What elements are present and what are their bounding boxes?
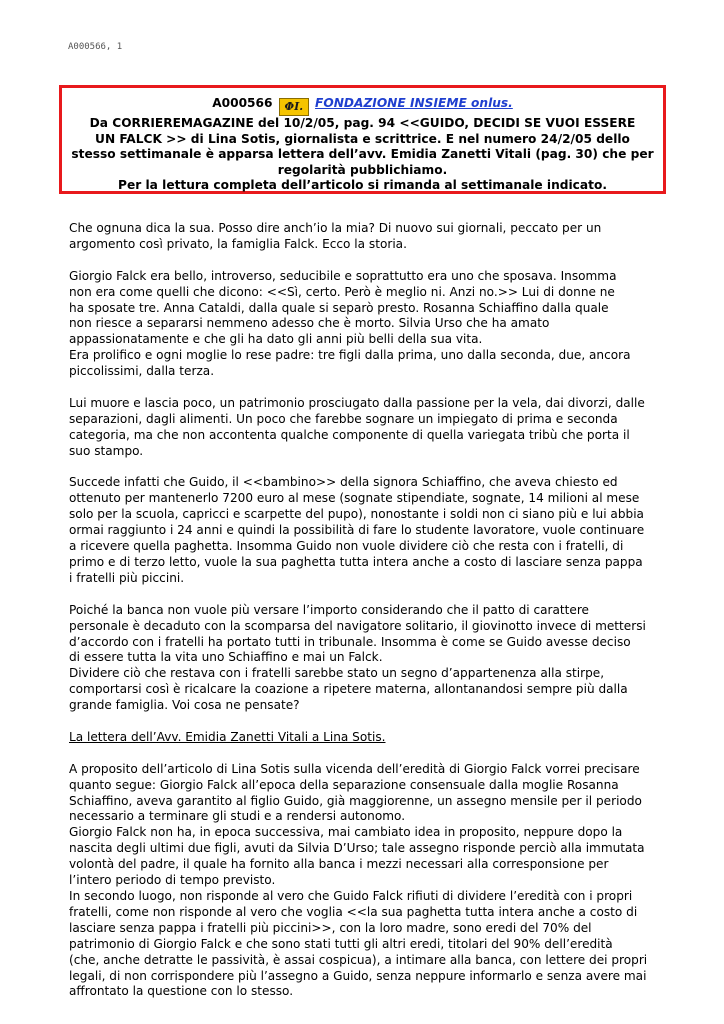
- paragraph: [69, 475, 659, 586]
- text-line: Giorgio Falck non ha, in epoca successiva, mai cambiato idea in proposito, neppure dopo la: [69, 825, 623, 840]
- text-line: separazioni, dagli alimenti. Un poco che farebbe sognare un impiegato di prima e seconda: [69, 411, 618, 426]
- text-line: Era prolifico e ogni moglie lo rese padre: tre figli dalla prima, uno dalla seconda, due, ancora: [69, 348, 631, 363]
- header-line-1: [62, 96, 663, 116]
- text-line: solo per la scuola, capricci e scarpette del pupo), nonostante i soldi non ci siano più e lui abbia: [69, 507, 644, 522]
- text-line: primo e di terzo letto, vuole la sua paghetta tutta intera anche a costo di lasciare senza pappa: [69, 554, 643, 569]
- article-body: [69, 221, 659, 1016]
- header-box: [59, 85, 666, 194]
- text-line: Che ognuna dica la sua. Posso dire anch’io la mia? Di nuovo sui giornali, peccato per un: [69, 221, 602, 235]
- text-line: Dividere ciò che restava con i fratelli sarebbe stato un segno d’appartenenza alla stirpe,: [69, 666, 605, 681]
- document-code: A000566: [212, 96, 273, 110]
- foundation-logo-icon: ΦI.: [279, 98, 309, 116]
- text-line: Schiaffino, aveva garantito al figlio Guido, già maggiorenne, un assegno mensile per il periodo: [69, 793, 642, 808]
- text-line: lasciare senza pappa i fratelli più piccini>>, con la loro madre, sono eredi del 70% del: [69, 920, 592, 935]
- text-line: piccolissimi, dalla terza.: [69, 364, 215, 379]
- paragraph: [69, 269, 659, 380]
- text-line: legali, di non corrispondere più l’assegno a Guido, senza neppure informarlo e senza avere mai: [69, 968, 647, 983]
- text-line: non riesce a separarsi nemmeno adesso che è morto. Silvia Urso che ha amato: [69, 316, 550, 331]
- text-line: d’accordo con i fratelli ha portato tutti in tribunale. Insomma è come se Guido avesse deciso: [69, 634, 631, 649]
- text-line: suo stampo.: [69, 443, 144, 458]
- text-line: affrontato la questione con lo stesso.: [69, 984, 294, 999]
- header-line-4: stesso settimanale è apparsa lettera dell’avv. Emidia Zanetti Vitali (pag. 30) che per: [71, 147, 654, 162]
- text-line: Succede infatti che Guido, il <<bambino>> della signora Schiaffino, che aveva chiesto ed: [69, 475, 618, 490]
- text-line: non era come quelli che dicono: <<Sì, certo. Però è meglio ni. Anzi no.>> Lui di donne ne: [69, 284, 615, 299]
- text-line: A proposito dell’articolo di Lina Sotis sulla vicenda dell’eredità di Giorgio Falck vorrei precisare: [69, 761, 640, 776]
- text-line: ormai raggiunto i 24 anni e quindi la possibilità di fare lo studente lavoratore, vuole continuare: [69, 523, 645, 538]
- text-line: i fratelli più piccini.: [69, 570, 185, 585]
- text-line: fratelli, come non risponde al vero che voglia <<la sua paghetta tutta intera anche a costo di: [69, 904, 638, 919]
- text-line: di essere tutta la vita uno Schiaffino e mai un Falck.: [69, 650, 383, 665]
- text-line: categoria, ma che non accontenta qualche componente di quella variegata tribù che porta il: [69, 427, 630, 442]
- letter-paragraph: [69, 762, 659, 1001]
- letter-heading: La lettera dell’Avv. Emidia Zanetti Vitali a Lina Sotis.: [69, 729, 386, 744]
- foundation-link[interactable]: FONDAZIONE INSIEME onlus.: [315, 96, 513, 110]
- text-line: argomento così privato, la famiglia Falck. Ecco la storia.: [69, 236, 407, 251]
- header-line-3: UN FALCK >> di Lina Sotis, giornalista e scrittrice. E nel numero 24/2/05 dello: [95, 131, 630, 146]
- paragraph: [69, 603, 659, 714]
- header-line-6: Per la lettura completa dell’articolo si rimanda al settimanale indicato.: [118, 178, 607, 193]
- text-line: Poiché la banca non vuole più versare l’importo considerando che il patto di carattere: [69, 602, 589, 617]
- text-line: ottenuto per mantenerlo 7200 euro al mese (sognate stipendiate, sognate, 14 milioni al mese: [69, 491, 640, 506]
- text-line: volontà del padre, il quale ha fornito alla banca i mezzi necessari alla corresponsione per: [69, 857, 609, 872]
- paragraph: [69, 221, 659, 253]
- text-line: nascita degli ultimi due figli, avuti da Silvia D’Urso; tale assegno risponde perciò alla immutata: [69, 841, 645, 856]
- text-line: personale è decaduto con la scomparsa del navigatore solitario, il giovinotto invece di mettersi: [69, 618, 646, 633]
- text-line: ha sposate tre. Anna Cataldi, dalla quale si separò presto. Rosanna Schiaffino dalla quale: [69, 300, 609, 315]
- text-line: patrimonio di Giorgio Falck e che sono stati tutti gli altri eredi, titolari del 90% dell’eredità: [69, 936, 613, 951]
- header-line-5: regolarità pubblichiamo.: [277, 162, 448, 177]
- text-line: quanto segue: Giorgio Falck all’epoca della separazione consensuale dalla moglie Rosanna: [69, 777, 619, 792]
- text-line: a ricevere quella paghetta. Insomma Guido non vuole dividere ciò che resta con i fratelli, di: [69, 539, 624, 554]
- text-line: appassionatamente e che gli ha dato gli anni più belli della sua vita.: [69, 332, 483, 347]
- text-line: l’intero periodo di tempo previsto.: [69, 873, 276, 888]
- text-line: In secondo luogo, non risponde al vero che Guido Falck rifiuti di dividere l’eredità con i propri: [69, 888, 633, 903]
- text-line: (che, anche detratte le passività, è assai cospicua), a intimare alla banca, con lettere dei propri: [69, 952, 648, 967]
- text-line: necessario a terminare gli studi e a rendersi autonomo.: [69, 809, 406, 824]
- text-line: Lui muore e lascia poco, un patrimonio prosciugato dalla passione per la vela, dai divorzi, dalle: [69, 395, 645, 410]
- page-identifier: A000566, 1: [68, 42, 123, 52]
- text-line: comportarsi così è ricalcare la coazione a ripetere materna, allontanandosi sempre più dalla: [69, 682, 628, 697]
- text-line: Giorgio Falck era bello, introverso, seducibile e soprattutto era uno che sposava. Insomma: [69, 268, 617, 283]
- paragraph: [69, 396, 659, 460]
- text-line: grande famiglia. Voi cosa ne pensate?: [69, 698, 300, 713]
- header-line-2: Da CORRIEREMAGAZINE del 10/2/05, pag. 94 <<GUIDO, DECIDI SE VUOI ESSERE: [89, 116, 636, 130]
